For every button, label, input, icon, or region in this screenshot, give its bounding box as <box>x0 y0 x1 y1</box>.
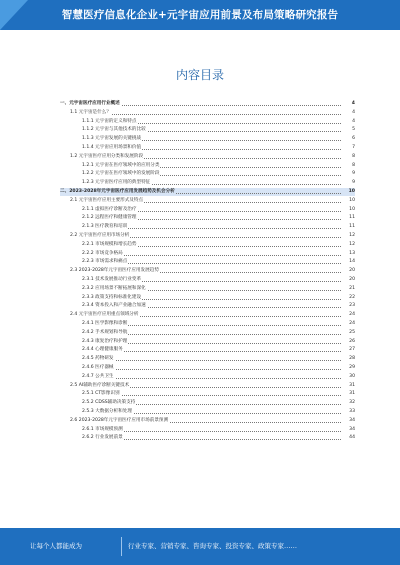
toc-entry[interactable] <box>82 135 355 143</box>
toc-entry-page: 30 <box>341 373 355 381</box>
toc-entry[interactable] <box>82 285 355 293</box>
toc-entry-page: 11 <box>341 214 355 222</box>
toc-entry-page: 21 <box>341 285 355 293</box>
toc-entry-page: 14 <box>341 258 355 266</box>
toc-entry-page: 10 <box>341 197 355 205</box>
toc-entry[interactable] <box>82 426 355 434</box>
toc-entry-title: 2.2 元宇宙医疗应用市场分析 <box>70 233 130 238</box>
toc-entry-page: 6 <box>341 135 355 143</box>
toc-entry-page: 12 <box>341 232 355 240</box>
toc-entry-title: 2.1 元宇宙医疗应用主要形式及特点 <box>70 197 144 203</box>
toc-entry-title: 1.1.2 元宇宙与其他技术的比较 <box>82 127 146 133</box>
toc-entry-title: 2.5.3 大数据分析和处理 <box>82 409 132 414</box>
toc-entry-page: 23 <box>341 302 355 310</box>
toc-entry-title: 二、2023-2028年元宇宙医疗应用发展趋势及机会分析 <box>60 189 175 194</box>
toc-entry-title: 2.3.4 资本投入和产业融合加速 <box>82 303 146 309</box>
toc-entry-title: 2.2.1 市场规模和增长趋势 <box>82 241 137 247</box>
toc-entry[interactable] <box>82 329 355 337</box>
toc-entry-title: 1.2.3 元宇宙医疗应用的典型特征 <box>82 180 151 186</box>
toc-entry-page: 31 <box>341 390 355 398</box>
toc-entry-page: 29 <box>341 364 355 372</box>
toc-entry-title: 1.1 元宇宙是什么？ <box>70 109 111 115</box>
toc-entry-page: 9 <box>341 179 355 187</box>
toc-entry[interactable] <box>82 338 355 346</box>
toc-entry[interactable] <box>70 267 355 275</box>
toc-entry[interactable] <box>82 126 355 134</box>
toc-entry-page: 44 <box>341 434 355 442</box>
toc-entry[interactable] <box>82 162 355 170</box>
toc-entry-page: 4 <box>341 100 355 108</box>
toc-entry[interactable] <box>70 232 355 240</box>
toc-entry-title: 2.3.2 应用场景不断拓展和深化 <box>82 285 146 291</box>
document-header-title: 智慧医疗信息化企业+元宇宙应用前景及布局策略研究报告 <box>61 9 339 21</box>
toc-entry[interactable] <box>70 417 355 425</box>
toc-entry[interactable] <box>82 214 355 222</box>
toc-entry-page: 8 <box>341 162 355 170</box>
toc-entry[interactable] <box>82 399 355 407</box>
toc-entry[interactable] <box>60 100 355 108</box>
toc-entry-page: 34 <box>341 426 355 434</box>
toc-entry-page: 22 <box>341 294 355 302</box>
toc-entry[interactable] <box>82 294 355 302</box>
toc-entry[interactable] <box>60 188 355 196</box>
toc-entry-title: 2.2.2 市场竞争格局 <box>82 250 123 256</box>
header-bar <box>0 0 400 30</box>
toc-title: 内容目录 <box>175 68 224 82</box>
toc-leader-dots <box>70 114 353 115</box>
toc-entry-title: 2.3.3 政策支持和标准化建设 <box>82 294 142 300</box>
toc-entry[interactable] <box>82 346 355 354</box>
toc-entry-title: 2.1.2 远程医疗和健康管理 <box>82 215 137 221</box>
toc-entry-title: 2.6 2023-2028年元宇宙医疗应用市场前景预测 <box>70 417 169 423</box>
toc-entry[interactable] <box>82 434 355 442</box>
toc-entry[interactable] <box>82 179 355 187</box>
toc-entry-page: 12 <box>341 241 355 249</box>
toc-entry-title: 2.1.3 医疗教育和培训 <box>82 224 128 230</box>
toc-entry-title: 1.2.1 元宇宙在医疗领域中的应用分类 <box>82 162 160 168</box>
toc-entry[interactable] <box>82 373 355 381</box>
toc-entry-title: 2.4.1 医学影像和诊断 <box>82 321 128 326</box>
footer-bar <box>0 528 400 565</box>
toc-entry[interactable] <box>70 109 355 117</box>
toc-leader-dots <box>82 378 353 379</box>
toc-entry-title: 1.1.1 元宇宙的定义和特点 <box>82 118 137 124</box>
toc-entry-title: 2.4.6 医疗器械 <box>82 365 114 370</box>
toc-entry-page: 20 <box>341 267 355 275</box>
toc-leader-dots <box>82 369 353 370</box>
footer-slogan: 让每个人都能成为 <box>30 542 82 550</box>
toc-entry[interactable] <box>82 364 355 372</box>
toc-entry-page: 25 <box>341 329 355 337</box>
toc-entry-page: 11 <box>341 223 355 231</box>
toc-entry[interactable] <box>82 118 355 126</box>
toc-entry-title: 2.3.1 技术发展推动行业变革 <box>82 277 142 282</box>
toc-entry-title: 1.1.3 元宇宙发展的关键挑战 <box>82 136 142 142</box>
toc-entry[interactable] <box>82 408 355 416</box>
toc-entry-page: 28 <box>341 355 355 363</box>
toc-entry-page: 24 <box>341 320 355 328</box>
toc-entry-page: 26 <box>341 338 355 346</box>
toc-entry-title: 2.4 元宇宙医疗应用重点领域分析 <box>70 312 139 318</box>
toc-entry-page: 34 <box>341 417 355 425</box>
toc-leader-dots <box>82 395 353 396</box>
toc-entry-page: 8 <box>341 153 355 161</box>
toc-entry-page: 20 <box>341 276 355 284</box>
toc-entry[interactable] <box>82 355 355 363</box>
toc-entry-page: 24 <box>341 311 355 319</box>
toc-entry-title: 2.5 AI辅助医疗诊断关键技术 <box>70 382 130 388</box>
toc-leader-dots <box>82 360 353 361</box>
toc-entry-page: 13 <box>341 250 355 258</box>
toc-entry-title: 1.2.2 元宇宙在医疗领域中的发展阶段 <box>82 171 160 177</box>
toc-entry-page: 10 <box>341 188 355 196</box>
footer-divider <box>121 537 122 556</box>
toc-entry[interactable] <box>82 302 355 310</box>
toc-entry-page: 7 <box>341 144 355 152</box>
toc-entry-page: 27 <box>341 346 355 354</box>
toc-entry[interactable] <box>82 320 355 328</box>
toc-entry-page: 31 <box>341 382 355 390</box>
toc-entry[interactable] <box>82 258 355 266</box>
toc-entry-title: 2.5.2 CDSS辅助决策支持 <box>82 400 136 406</box>
toc-entry-title: 2.5.1 CT影像识别 <box>82 391 120 397</box>
toc-entry-title: 1.1.4 元宇宙应用场景和价值 <box>82 145 142 150</box>
toc-entry[interactable] <box>82 241 355 249</box>
toc-entry-title: 2.1.1 虚拟医疗诊断及治疗 <box>82 206 137 212</box>
toc-entry-title: 2.4.7 公共卫生 <box>82 373 114 379</box>
toc-entry-page: 10 <box>341 206 355 214</box>
toc-entry[interactable] <box>82 223 355 231</box>
toc-entry-title: 2.4.4 心理健康服务 <box>82 347 123 353</box>
toc-entry-title: 2.3 2023-2028年元宇宙医疗应用发展趋势 <box>70 268 159 274</box>
toc-entry-page: 4 <box>341 118 355 126</box>
toc-entry-title: 2.6.1 市场规模预测 <box>82 426 123 432</box>
toc-entry[interactable] <box>82 206 355 214</box>
toc-entry-title: 2.4.2 手术规划和导航 <box>82 329 128 335</box>
toc-entry-title: 一、元宇宙医疗应用行业概述 <box>60 101 120 106</box>
toc-entry-title: 2.4.5 药物研发 <box>82 356 114 362</box>
toc-entry-title: 2.6.2 行业发展前景 <box>82 435 123 441</box>
toc-entry-page: 5 <box>341 126 355 134</box>
toc-entry-title: 2.2.3 市场需求和痛点 <box>82 259 128 265</box>
toc-entry-page: 32 <box>341 399 355 407</box>
toc-entry[interactable] <box>70 382 355 390</box>
toc-entry[interactable] <box>70 197 355 205</box>
toc-entry-page: 4 <box>341 109 355 117</box>
toc-entry-page: 9 <box>341 170 355 178</box>
footer-expert-list: 行业专家、营销专家、咨询专家、投资专家、政策专家…… <box>128 542 297 550</box>
toc-entry[interactable] <box>82 250 355 258</box>
toc-entry[interactable] <box>82 390 355 398</box>
toc-entry[interactable] <box>70 153 355 161</box>
toc-entry[interactable] <box>70 311 355 319</box>
toc-entry[interactable] <box>82 144 355 152</box>
toc-entry[interactable] <box>82 276 355 284</box>
toc-entry[interactable] <box>82 170 355 178</box>
toc-entry-title: 2.4.3 康复治疗和护理 <box>82 338 128 344</box>
toc-entry-page: 33 <box>341 408 355 416</box>
toc-entry-title: 1.2 元宇宙医疗应用分类和发展阶段 <box>70 153 144 159</box>
